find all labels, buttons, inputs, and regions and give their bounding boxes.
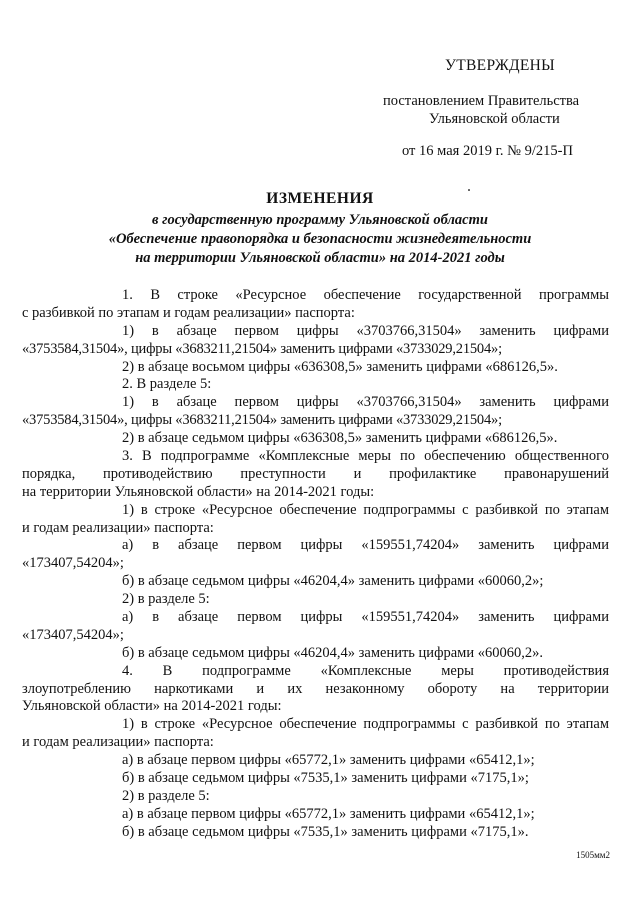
body-line: а) в абзаце первом цифры «65772,1» заменить цифрами «65412,1»; [122, 752, 535, 769]
body-line: 2) в абзаце седьмом цифры «636308,5» заменить цифрами «686126,5». [122, 430, 558, 447]
body-line: «173407,54204»; [22, 555, 124, 572]
body-line: 4. В подпрограмме «Комплексные меры противодействия [122, 662, 609, 679]
body-line: 2. В разделе 5: [122, 376, 212, 393]
body-line: а) в абзаце первом цифры «65772,1» заменить цифрами «65412,1»; [122, 805, 535, 822]
body-line: с разбивкой по этапам и годам реализации» паспорта: [22, 304, 355, 321]
body-line: 1) в строке «Ресурсное обеспечение подпрограммы с разбивкой по этапам [122, 716, 609, 733]
body-line: а) в абзаце первом цифры «159551,74204» заменить цифрами [122, 537, 609, 554]
body-line: 1) в абзаце первом цифры «3703766,31504» заменить цифрами [122, 322, 609, 339]
body-line: 1) в строке «Ресурсное обеспечение подпрограммы с разбивкой по этапам [122, 501, 609, 518]
body-line: злоупотреблению наркотиками и их незаконному обороту на территории [22, 680, 609, 697]
body-line: б) в абзаце седьмом цифры «7535,1» заменить цифрами «7175,1»; [122, 770, 529, 787]
decree-line-1: постановлением Правительства [383, 93, 580, 109]
body-line: «3753584,31504», цифры «3683211,21504» заменить цифрами «3733029,21504»; [22, 340, 502, 357]
body-line: а) в абзаце первом цифры «159551,74204» заменить цифрами [122, 609, 609, 626]
body-line: и годам реализации» паспорта: [22, 519, 214, 536]
body-line: порядка, противодействию преступности и профилактике правонарушений [22, 465, 609, 482]
body-line: б) в абзаце седьмом цифры «7535,1» заменить цифрами «7175,1». [122, 823, 529, 840]
document-subtitle-2: «Обеспечение правопорядка и безопасности жизнедеятельности [108, 231, 532, 247]
body-line: б) в абзаце седьмом цифры «46204,4» заменить цифрами «60060,2»; [122, 573, 544, 590]
body-line: 1) в абзаце первом цифры «3703766,31504» заменить цифрами [122, 394, 609, 411]
body-line: 2) в разделе 5: [122, 787, 210, 804]
document-subtitle-1: в государственную программу Ульяновской области [152, 212, 488, 228]
body-line: и годам реализации» паспорта: [22, 734, 214, 751]
body-line: 3. В подпрограмме «Комплексные меры по обеспечению общественного [122, 448, 609, 465]
body-line: на территории Ульяновской области» на 2014-2021 годы: [22, 483, 375, 500]
body-line: 1. В строке «Ресурсное обеспечение государственной программы [122, 287, 609, 303]
document-subtitle-3: на территории Ульяновской области» на 2014-2021 годы [135, 250, 505, 266]
scan-speck [468, 189, 470, 191]
body-line: «173407,54204»; [22, 626, 124, 643]
document-body [22, 287, 609, 842]
body-line: «3753584,31504», цифры «3683211,21504» заменить цифрами «3733029,21504»; [22, 412, 502, 429]
footer-code: 1505мм2 [576, 850, 610, 860]
decree-date: от 16 мая 2019 г. № 9/215-П [402, 143, 573, 159]
body-line: 2) в абзаце восьмом цифры «636308,5» заменить цифрами «686126,5». [122, 358, 558, 375]
body-line: б) в абзаце седьмом цифры «46204,4» заменить цифрами «60060,2». [122, 644, 543, 661]
body-line: 2) в разделе 5: [122, 591, 210, 608]
decree-line-2: Ульяновской области [429, 111, 560, 127]
body-line: Ульяновской области» на 2014-2021 годы: [22, 698, 282, 715]
document-heading: ИЗМЕНЕНИЯ [266, 190, 374, 207]
approved-label: УТВЕРЖДЕНЫ [445, 57, 555, 74]
